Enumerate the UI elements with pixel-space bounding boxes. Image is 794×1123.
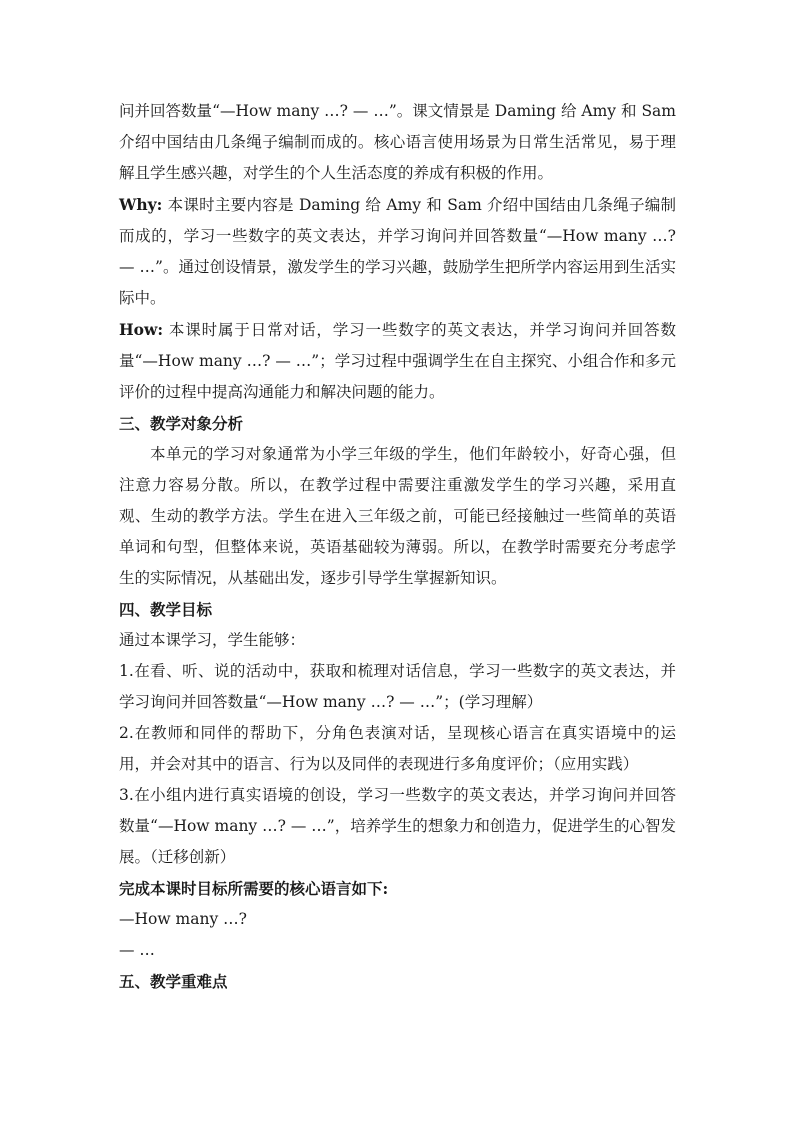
section-5-heading: 五、教学重难点 [119,972,228,991]
goal-item-1: 1.在看、听、说的活动中，获取和梳理对话信息，学习一些数字的英文表达，并学习询问并回答数量“—How many …? — …”；(学习理解） [119,662,676,711]
how-label: How: [119,320,164,339]
why-text: 本课时主要内容是 Daming 给 Amy 和 Sam 介绍中国结由几条绳子编制而成的，学习一些数字的英文表达，并学习询问并回答数量“—How many …? — …”。通过创设情景，激发学生的学习兴趣，鼓励学生把所学内容运用到生活实际中。 [119,196,676,307]
goal-item-3: 3.在小组内进行真实语境的创设，学习一些数字的英文表达，并学习询问并回答数量“—How many …? — …”，培养学生的想象力和创造力，促进学生的心智发展。（迁移创新） [119,786,676,866]
how-text: 本课时属于日常对话，学习一些数字的英文表达，并学习询问并回答数量“—How many …? — …”；学习过程中强调学生在自主探究、小组合作和多元评价的过程中提高沟通能力和解决问题的能力。 [119,321,676,401]
core-language-heading: 完成本课时目标所需要的核心语言如下: [119,879,389,898]
how-paragraph [119,314,676,408]
why-paragraph [119,189,676,314]
why-label: Why: [119,195,163,214]
core-language-line-2: — … [119,941,155,959]
goal-item-2: 2.在教师和同伴的帮助下，分角色表演对话，呈现核心语言在真实语境中的运用，并会对其中的语言、行为以及同伴的表现进行多角度评价；（应用实践） [119,724,676,773]
goals-intro: 通过本课学习，学生能够： [119,631,306,649]
document-body [119,96,676,997]
intro-paragraph: 问并回答数量“—How many …? — …”。课文情景是 Daming 给 Amy 和 Sam 介绍中国结由几条绳子编制而成的。核心语言使用场景为日常生活常见，易于理解且学生感兴趣，对学生的个人生活态度的养成有积极的作用。 [119,102,676,182]
section-4-heading: 四、教学目标 [119,600,213,619]
section-3-heading: 三、教学对象分析 [119,414,244,433]
section-3-body: 本单元的学习对象通常为小学三年级的学生，他们年龄较小，好奇心强，但注意力容易分散。所以，在教学过程中需要注重激发学生的学习兴趣，采用直观、生动的教学方法。学生在进入三年级之前，可能已经接触过一些简单的英语单词和句型，但整体来说，英语基础较为薄弱。所以，在教学时需要充分考虑学生的实际情况，从基础出发，逐步引导学生掌握新知识。 [119,445,676,587]
core-language-line-1: —How many …? [119,910,247,928]
